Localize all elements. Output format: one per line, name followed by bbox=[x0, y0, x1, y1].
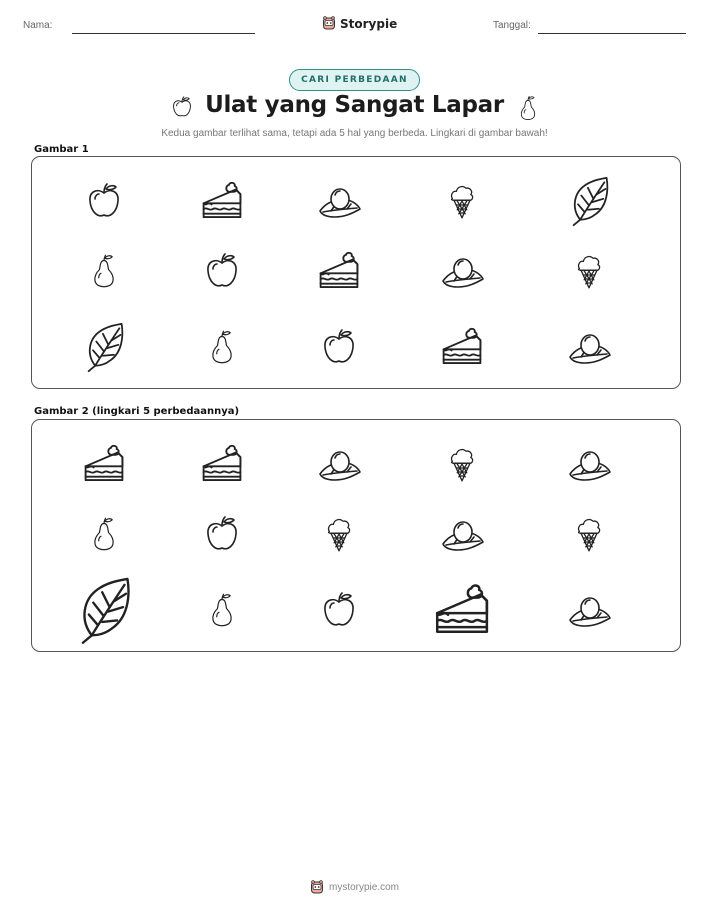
picture2-panel[interactable] bbox=[31, 419, 681, 652]
egg-leaf-icon bbox=[437, 251, 487, 291]
brand-logo bbox=[322, 16, 397, 31]
date-line[interactable] bbox=[538, 33, 686, 34]
cake-icon bbox=[199, 178, 245, 224]
egg-leaf-icon[interactable] bbox=[314, 444, 364, 484]
footer bbox=[0, 880, 709, 895]
pear-icon bbox=[517, 95, 539, 121]
brand-name: Storypie bbox=[340, 16, 398, 31]
apple-icon bbox=[170, 95, 194, 119]
cake-icon[interactable] bbox=[431, 579, 493, 641]
footer-url: mystorypie.com bbox=[328, 882, 399, 893]
ice-cream-icon[interactable] bbox=[323, 509, 355, 559]
leaf-icon[interactable] bbox=[74, 575, 133, 645]
title-row bbox=[0, 92, 709, 124]
pear-icon[interactable] bbox=[89, 509, 119, 559]
date-label: Tanggal: bbox=[493, 20, 531, 31]
egg-leaf-icon[interactable] bbox=[564, 444, 614, 484]
apple-icon bbox=[84, 178, 124, 224]
egg-leaf-icon bbox=[564, 327, 614, 367]
cake-icon[interactable] bbox=[81, 441, 127, 487]
picture2-label: Gambar 2 (lingkari 5 perbedaannya) bbox=[34, 406, 240, 417]
pear-icon bbox=[207, 322, 237, 372]
apple-icon[interactable] bbox=[319, 587, 359, 633]
instructions: Kedua gambar terlihat sama, tetapi ada 5 hal yang berbeda. Lingkari di gambar bawah! bbox=[161, 128, 548, 139]
storypie-mascot-icon bbox=[310, 880, 324, 895]
ice-cream-icon[interactable] bbox=[446, 439, 478, 489]
ice-cream-icon bbox=[446, 176, 478, 226]
name-label: Nama: bbox=[23, 20, 53, 31]
picture1-label: Gambar 1 bbox=[34, 144, 89, 155]
page-title: Ulat yang Sangat Lapar bbox=[205, 92, 504, 118]
cake-icon bbox=[439, 324, 485, 370]
ice-cream-icon bbox=[573, 246, 605, 296]
apple-icon[interactable] bbox=[202, 511, 242, 557]
egg-leaf-icon[interactable] bbox=[564, 590, 614, 630]
storypie-mascot-icon bbox=[322, 16, 336, 31]
badge-row bbox=[0, 67, 709, 91]
pear-icon bbox=[89, 246, 119, 296]
ice-cream-icon[interactable] bbox=[573, 509, 605, 559]
apple-icon bbox=[202, 248, 242, 294]
cake-icon[interactable] bbox=[199, 441, 245, 487]
activity-badge: CARI PERBEDAAN bbox=[289, 69, 420, 91]
name-line[interactable] bbox=[72, 33, 255, 34]
worksheet-header bbox=[0, 16, 709, 40]
cake-icon bbox=[316, 248, 362, 294]
leaf-icon bbox=[567, 175, 611, 227]
egg-leaf-icon bbox=[314, 181, 364, 221]
apple-icon bbox=[319, 324, 359, 370]
egg-leaf-icon[interactable] bbox=[437, 514, 487, 554]
pear-icon[interactable] bbox=[207, 585, 237, 635]
picture1-panel bbox=[31, 156, 681, 389]
leaf-icon bbox=[82, 321, 126, 373]
